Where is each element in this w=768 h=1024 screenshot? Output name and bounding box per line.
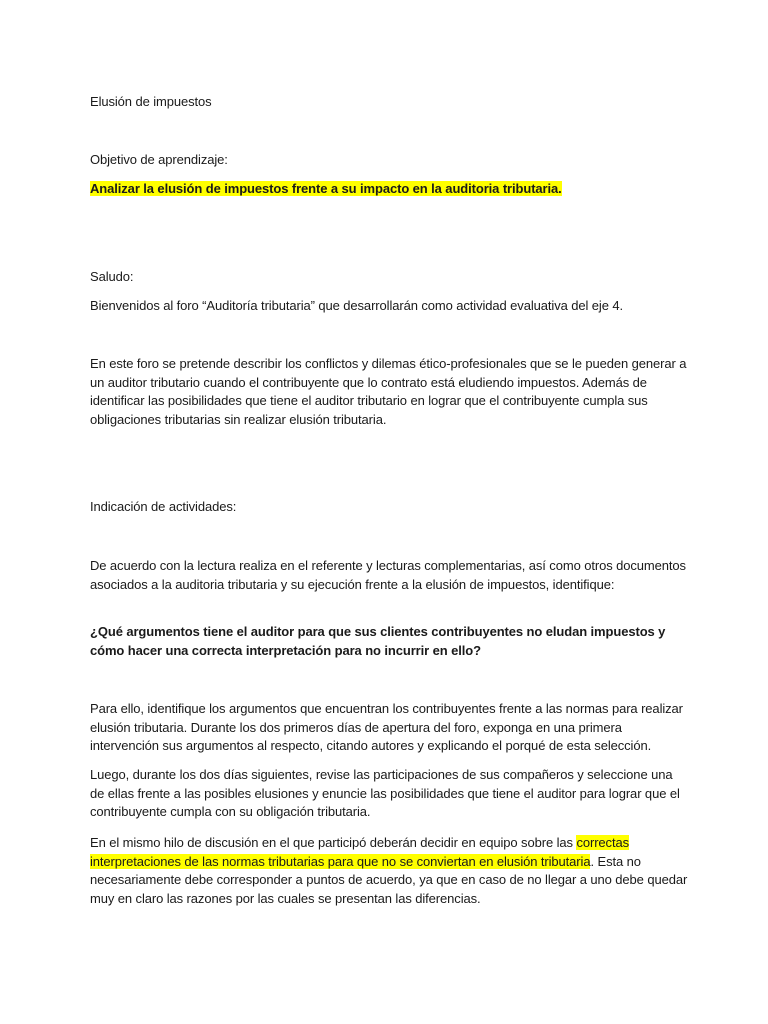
forum-description-paragraph: En este foro se pretende describir los conflictos y dilemas ético-profesionales que se le pueden generar a un auditor tributario cuando el contribuyente que lo contrato está eludiendo impuestos. Además de identificar las posibilidades que tiene el auditor tributario en lograr que el contribuyente cumpla sus obligaciones tributarias sin realizar elusión tributaria. (90, 356, 687, 427)
objective-label: Objetivo de aprendizaje: (90, 152, 228, 167)
welcome-paragraph: Bienvenidos al foro “Auditoría tributaria” que desarrollarán como actividad evaluativa del eje 4. (90, 298, 623, 313)
activities-intro-paragraph: De acuerdo con la lectura realiza en el referente y lecturas complementarias, así como otros documentos asociados a la auditoria tributaria y su ejecución frente a la elusión de impuestos, identifique: (90, 558, 686, 592)
instruction-3-end: . Esta no necesariamente debe corresponder a puntos de acuerdo, ya que en caso de no llegar a uno debe quedar muy en claro las razones por las cuales se presentan las diferencias. (90, 853, 688, 906)
instruction-3-highlight: correctas interpretaciones de las normas tributarias para que no se conviertan en elusión tributaria (90, 835, 629, 869)
instruction-paragraph-3 (90, 834, 690, 908)
instruction-paragraph-2: Luego, durante los dos días siguientes, revise las participaciones de sus compañeros y seleccione una de ellas frente a las posibles elusiones y enuncie las posibilidades que tiene el auditor para lograr que el contribuyente cumpla con su obligación tributaria. (90, 767, 680, 819)
objective-text (90, 180, 690, 199)
key-question: ¿Qué argumentos tiene el auditor para que sus clientes contribuyentes no eludan impuestos y cómo hacer una correcta interpretación para no incurrir en ello? (90, 624, 666, 658)
instruction-3-start: En el mismo hilo de discusión en el que participó deberán decidir en equipo sobre las (90, 835, 577, 850)
instruction-paragraph-1: Para ello, identifique los argumentos que encuentran los contribuyentes frente a las normas para realizar elusión tributaria. Durante los dos primeros días de apertura del foro, exponga en una primera intervención sus argumentos al respecto, citando autores y explicando el porqué de esta selección. (90, 701, 683, 753)
activities-label: Indicación de actividades: (90, 499, 237, 514)
greeting-label: Saludo: (90, 269, 134, 284)
document-title: Elusión de impuestos (90, 94, 212, 109)
objective-highlight: Analizar la elusión de impuestos frente a su impacto en la auditoria tributaria. (90, 181, 562, 196)
